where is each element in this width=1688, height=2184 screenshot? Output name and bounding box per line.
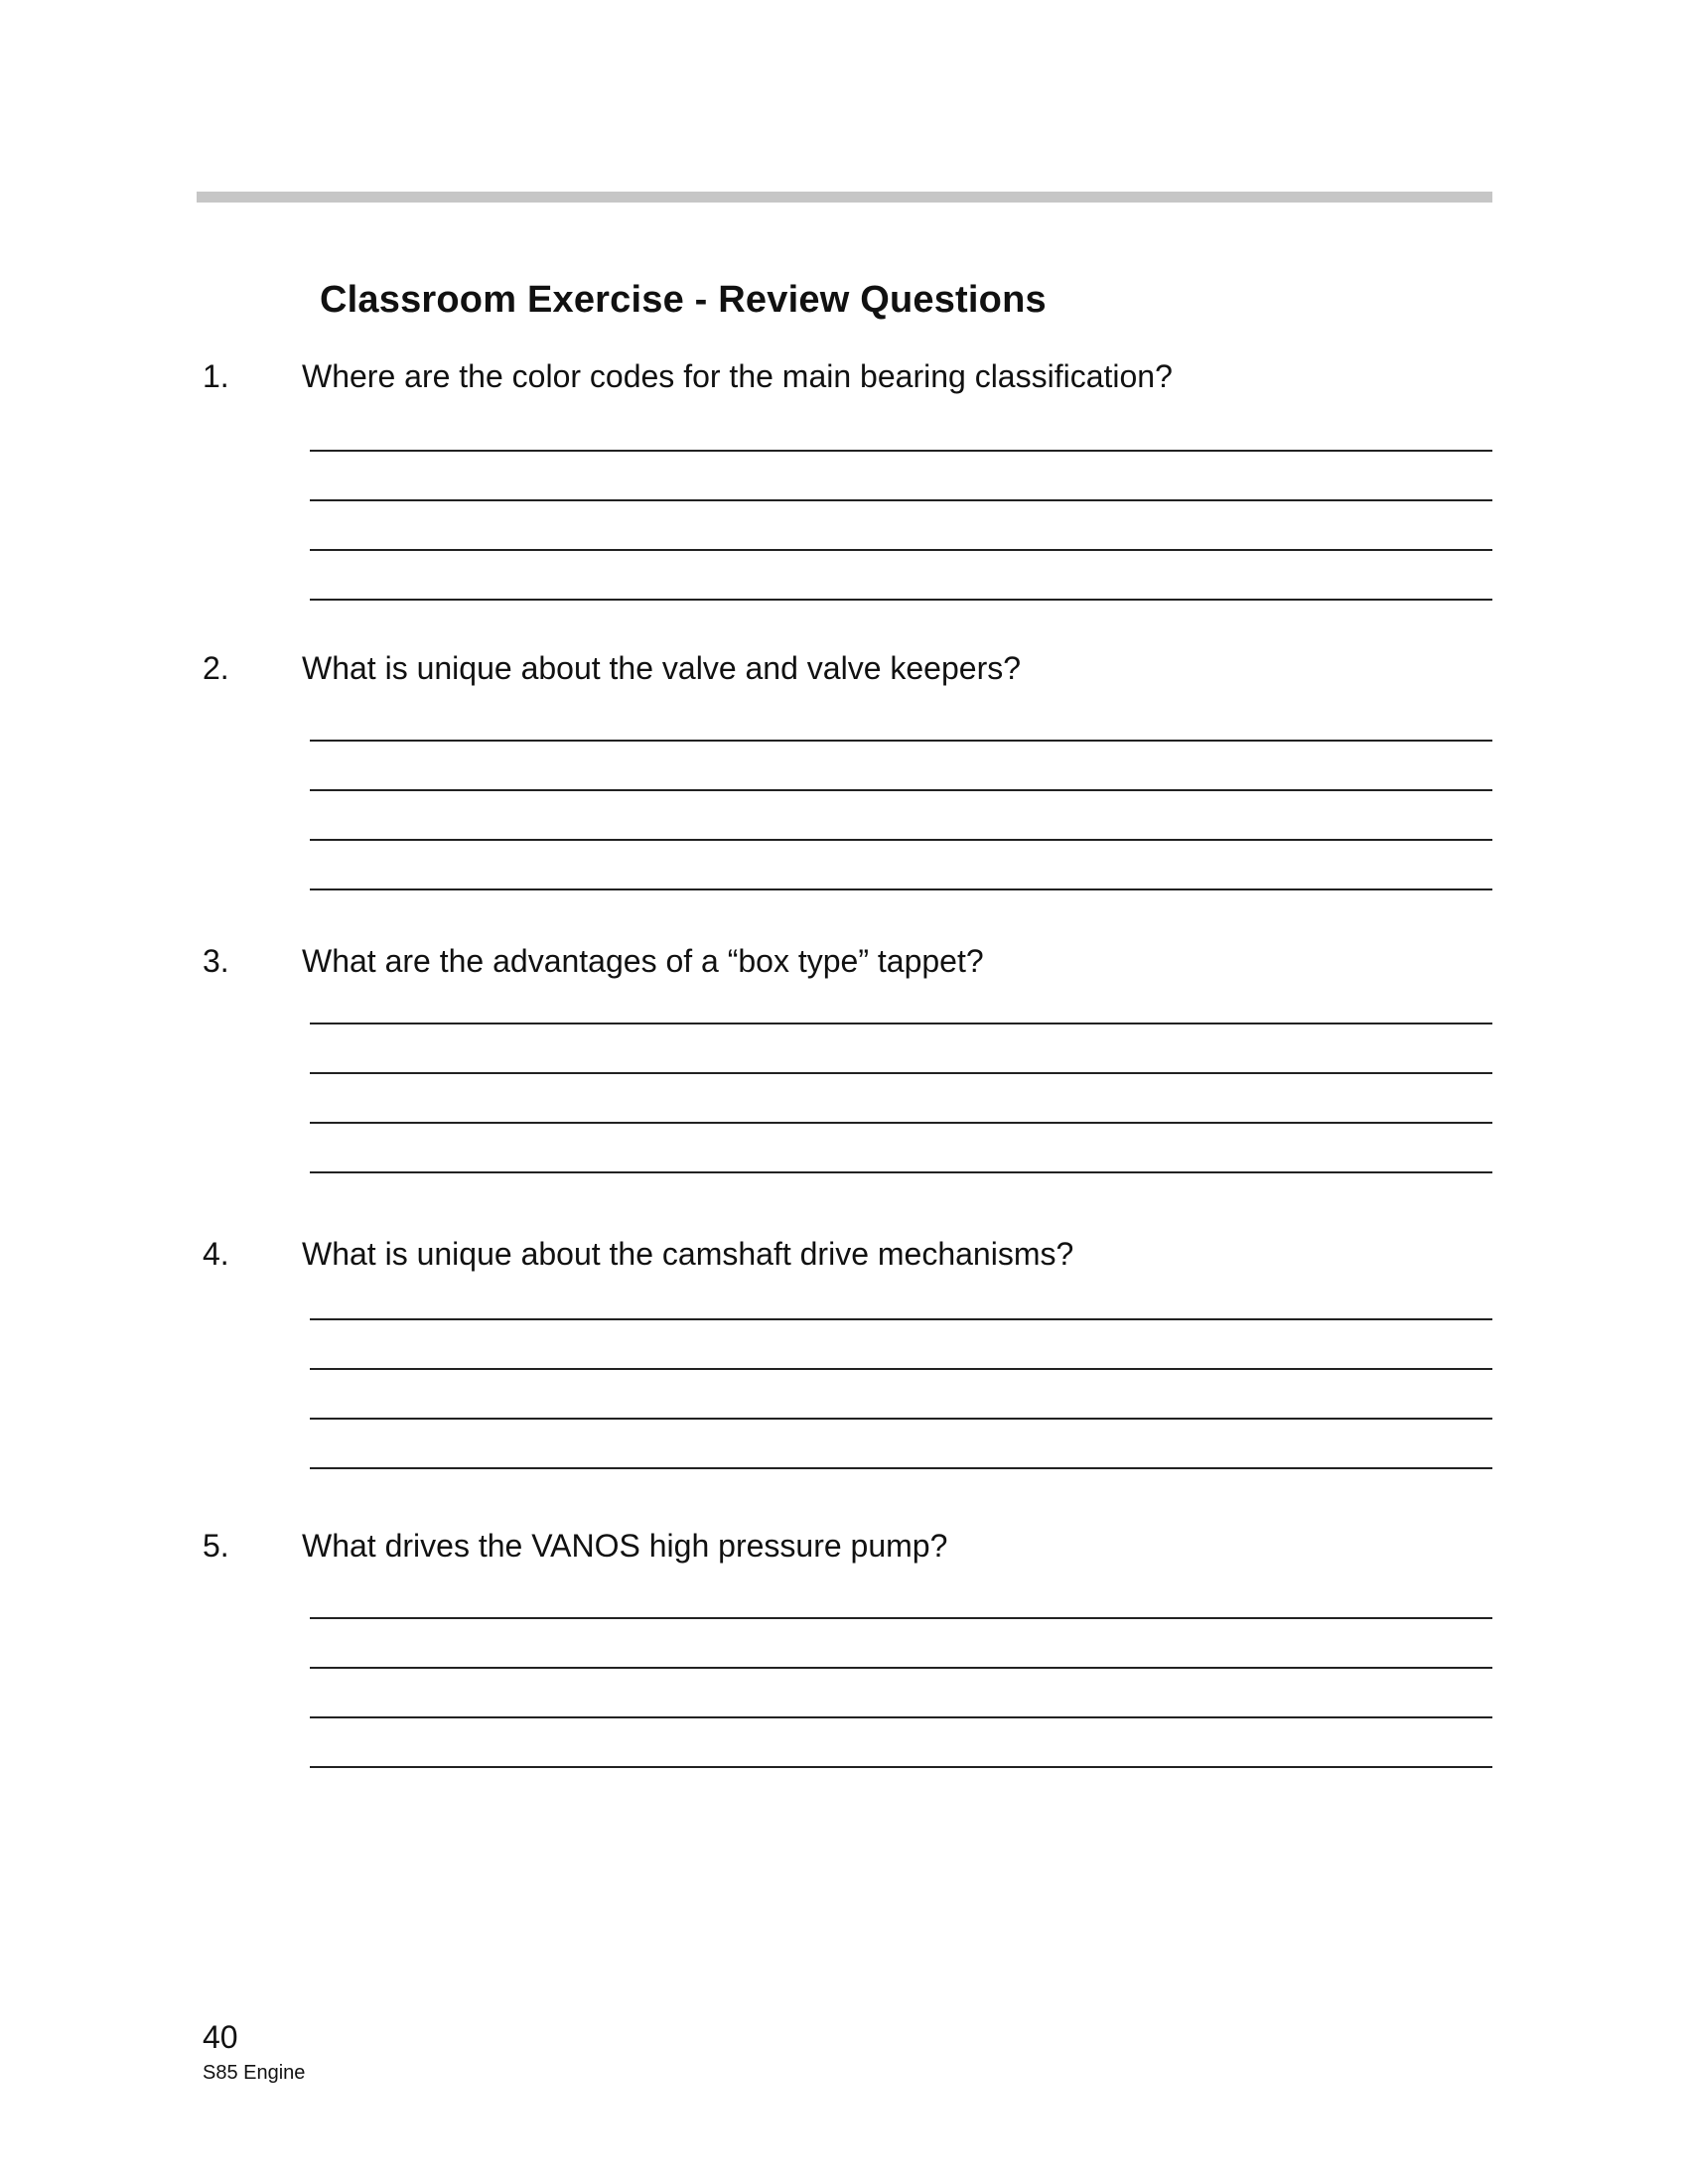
question-number: 4. — [203, 1236, 229, 1272]
question-5 — [0, 1526, 1688, 1784]
answer-line — [310, 1467, 1492, 1469]
question-number: 1. — [203, 358, 229, 394]
footer-label: S85 Engine — [203, 2062, 306, 2084]
answer-line — [310, 839, 1492, 841]
question-number: 3. — [203, 943, 229, 979]
question-1 — [0, 356, 1688, 614]
question-text: What is unique about the valve and valve keepers? — [302, 650, 1022, 686]
question-text: What are the advantages of a “box type” tappet? — [302, 943, 984, 979]
question-number: 5. — [203, 1528, 229, 1564]
answer-line — [310, 1318, 1492, 1320]
answer-line — [310, 1667, 1492, 1669]
question-4 — [0, 1234, 1688, 1492]
page-title: Classroom Exercise - Review Questions — [320, 279, 1047, 321]
answer-line — [310, 888, 1492, 890]
answer-line — [310, 1368, 1492, 1370]
page-number: 40 — [203, 2019, 238, 2055]
answer-line — [310, 1418, 1492, 1420]
answer-line — [310, 789, 1492, 791]
question-3 — [0, 941, 1688, 1199]
answer-line — [310, 499, 1492, 501]
answer-line — [310, 1072, 1492, 1074]
answer-line — [310, 740, 1492, 742]
header-rule — [197, 192, 1492, 203]
question-text: Where are the color codes for the main bearing classification? — [302, 358, 1173, 394]
answer-line — [310, 1617, 1492, 1619]
answer-line — [310, 1716, 1492, 1718]
answer-line — [310, 1766, 1492, 1768]
answer-line — [310, 450, 1492, 452]
question-text: What drives the VANOS high pressure pump? — [302, 1528, 948, 1564]
question-2 — [0, 648, 1688, 906]
question-text: What is unique about the camshaft drive mechanisms? — [302, 1236, 1074, 1272]
answer-line — [310, 1023, 1492, 1024]
answer-line — [310, 1122, 1492, 1124]
answer-line — [310, 549, 1492, 551]
answer-line — [310, 1171, 1492, 1173]
answer-line — [310, 599, 1492, 601]
question-number: 2. — [203, 650, 229, 686]
